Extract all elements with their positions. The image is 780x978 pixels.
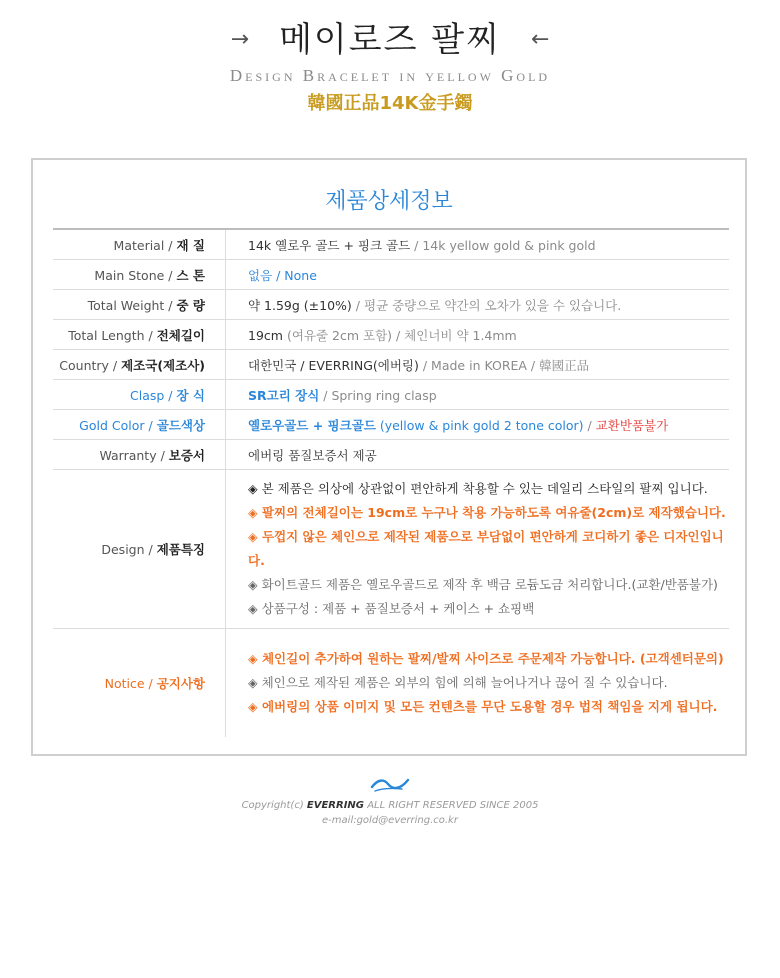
row-value <box>226 260 730 290</box>
row-label <box>53 350 226 380</box>
label-ko: 보증서 <box>168 447 205 463</box>
label-en: Material / <box>113 237 177 253</box>
row-value <box>226 380 730 410</box>
product-subtitle: Design Bracelet in yellow Gold <box>229 66 551 85</box>
table-row-weight <box>53 290 729 320</box>
row-value <box>226 350 730 380</box>
table-row-length <box>53 320 729 350</box>
list-item: ◈ 체인길이 추가하여 원하는 팔찌/발찌 사이즈로 주문제작 가능합니다. (고객센터문의) <box>248 651 724 666</box>
label-ko: 골드색상 <box>156 417 205 433</box>
brand-logo-icon <box>369 776 411 794</box>
row-value <box>226 470 730 629</box>
row-value <box>226 629 730 738</box>
title-row <box>0 18 780 62</box>
label-ko: 장 식 <box>176 387 205 403</box>
copyright-prefix: Copyright(c) <box>241 800 307 811</box>
product-hanja-title: 韓國正品14K金手鐲 <box>307 93 473 114</box>
value-main: 에버링 품질보증서 제공 <box>248 447 377 463</box>
label-en: Design / <box>101 542 157 557</box>
value-sub: / 14k yellow gold & pink gold <box>410 237 596 253</box>
value-red: 교환반품불가 <box>595 417 669 433</box>
list-item: ◈ 두껍지 않은 체인으로 제작된 제품으로 부담없이 편안하게 코디하기 좋은 디자인입니다. <box>248 529 724 568</box>
row-label <box>53 229 226 260</box>
table-row-material <box>53 229 729 260</box>
label-en: Warranty / <box>99 447 169 463</box>
row-label <box>53 410 226 440</box>
table-row-design <box>53 470 729 629</box>
label-ko: 제품특징 <box>156 542 205 557</box>
product-detail-table <box>53 228 729 737</box>
table-row-notice <box>53 629 729 738</box>
row-label <box>53 260 226 290</box>
label-ko: 스 톤 <box>176 267 205 283</box>
list-item: ◈ 체인으로 제작된 제품은 외부의 힘에 의해 늘어나거나 끊어 질 수 있습니다. <box>248 675 668 690</box>
label-en: Total Length / <box>68 327 157 343</box>
value-mid: (yellow & pink gold 2 tone color) <box>375 417 584 433</box>
label-ko: 공지사항 <box>156 676 205 691</box>
right-arrow-icon: → <box>230 27 250 52</box>
value-main: 옐로우골드 + 핑크골드 <box>248 417 376 433</box>
value-main: SR고리 장식 <box>248 387 320 403</box>
row-value <box>226 290 730 320</box>
label-en: Notice / <box>104 676 157 691</box>
label-en: Clasp / <box>130 387 177 403</box>
row-label <box>53 440 226 470</box>
table-row-country <box>53 350 729 380</box>
label-en: Total Weight / <box>87 297 177 313</box>
table-row-stone <box>53 260 729 290</box>
row-label <box>53 380 226 410</box>
list-item: ◈ 에버링의 상품 이미지 및 모든 컨텐츠를 무단 도용할 경우 법적 책임을 지게 됩니다. <box>248 699 718 714</box>
label-ko: 재 질 <box>176 237 205 253</box>
label-ko: 제조국(제조사) <box>121 357 205 373</box>
value-main: 14k 옐로우 골드 + 핑크 골드 <box>248 237 411 253</box>
contact-email: e-mail:gold@everring.co.kr <box>322 815 458 826</box>
table-row-warranty <box>53 440 729 470</box>
value-main: 약 1.59g (±10%) <box>248 297 352 313</box>
label-en: Main Stone / <box>94 267 177 283</box>
page-header <box>0 0 780 130</box>
label-ko: 전체길이 <box>156 327 205 343</box>
label-en: Country / <box>59 357 122 373</box>
row-label <box>53 470 226 629</box>
row-label <box>53 290 226 320</box>
row-value <box>226 229 730 260</box>
product-title: 메이로즈 팔찌 <box>279 20 501 60</box>
list-item: ◈ 상품구성 : 제품 + 품질보증서 + 케이스 + 쇼핑백 <box>248 601 535 616</box>
value-sub: (여유줄 2cm 포함) / 체인너비 약 1.4mm <box>282 327 517 343</box>
copyright <box>0 798 780 813</box>
list-item: ◈ 본 제품은 의상에 상관없이 편안하게 착용할 수 있는 데일리 스타일의 팔찌 입니다. <box>248 481 708 496</box>
value-sep: / <box>583 417 596 433</box>
row-label <box>53 629 226 738</box>
brand-name: EVERRING <box>306 800 365 811</box>
value-sub: / 평균 중량으로 약간의 오차가 있을 수 있습니다. <box>351 297 622 313</box>
product-detail-panel <box>31 158 747 756</box>
left-arrow-icon: ← <box>530 27 550 52</box>
table-row-clasp <box>53 380 729 410</box>
value-main: 없음 / None <box>248 267 317 283</box>
row-value <box>226 320 730 350</box>
value-sub: / Spring ring clasp <box>319 387 437 403</box>
value-sub: / Made in KOREA / 韓國正品 <box>418 357 590 373</box>
list-item: ◈ 화이트골드 제품은 옐로우골드로 제작 후 백금 로듐도금 처리합니다.(교환/반품불가) <box>248 577 718 592</box>
label-en: Gold Color / <box>79 417 157 433</box>
list-item: ◈ 팔찌의 전체길이는 19cm로 누구나 착용 가능하도록 여유줄(2cm)로 제작했습니다. <box>248 505 726 520</box>
table-row-color <box>53 410 729 440</box>
value-main: 대한민국 / EVERRING(에버링) <box>248 357 419 373</box>
copyright-suffix: ALL RIGHT RESERVED SINCE 2005 <box>364 800 539 811</box>
value-main: 19cm <box>248 327 283 343</box>
panel-title: 제품상세정보 <box>325 189 453 214</box>
row-label <box>53 320 226 350</box>
row-value <box>226 440 730 470</box>
page-footer <box>0 776 780 828</box>
label-ko: 중 량 <box>176 297 205 313</box>
row-value <box>226 410 730 440</box>
